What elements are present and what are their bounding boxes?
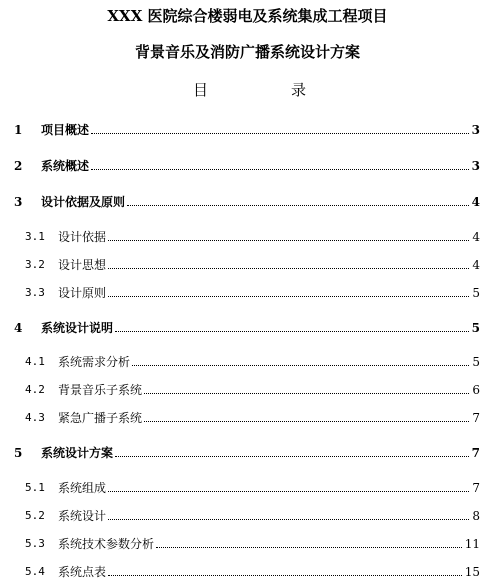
toc-entry-page: 3: [471, 159, 480, 173]
toc-entry[interactable]: [0, 506, 495, 526]
toc-entry-title: 设计依据及原则: [41, 195, 126, 209]
toc-leader-dots: [127, 205, 469, 206]
toc-entry-page: 3: [471, 123, 480, 137]
toc-entry-number: 3.3: [25, 286, 45, 299]
toc-entry-number: 4.2: [25, 383, 45, 396]
toc-entry-number: 5: [14, 446, 23, 460]
toc-entry-page: 7: [472, 481, 480, 495]
toc-entry[interactable]: [0, 156, 495, 176]
toc-heading-char-2: 录: [291, 81, 307, 99]
toc-entry-page: 11: [464, 537, 480, 551]
toc-entry-page: 5: [472, 355, 480, 369]
document-title: XXX 医院综合楼弱电及系统集成工程项目: [107, 7, 388, 25]
toc-entry[interactable]: [0, 192, 495, 212]
toc-leader-dots: [115, 456, 469, 457]
toc-leader-dots: [91, 169, 469, 170]
toc-entry-title: 系统设计说明: [41, 321, 114, 335]
toc-leader-dots: [108, 575, 462, 576]
toc-entry-number: 4.1: [25, 355, 45, 368]
toc-entry-page: 15: [464, 565, 480, 579]
toc-entry-number: 2: [14, 159, 23, 173]
toc-entry[interactable]: [0, 352, 495, 372]
toc-entry-number: 5.1: [25, 481, 45, 494]
toc-entry-title: 系统设计方案: [41, 446, 114, 460]
toc-entry[interactable]: [0, 283, 495, 303]
toc-entry[interactable]: [0, 408, 495, 428]
toc-entry[interactable]: [0, 255, 495, 275]
toc-entry-number: 4: [14, 321, 23, 335]
toc-leader-dots: [144, 393, 469, 394]
toc-leader-dots: [108, 240, 469, 241]
toc-entry-page: 8: [472, 509, 480, 523]
toc-leader-dots: [108, 491, 469, 492]
toc-entry-title: 系统需求分析: [58, 355, 131, 369]
toc-entry-number: 5.2: [25, 509, 45, 522]
toc-entry[interactable]: [0, 478, 495, 498]
toc-entry-title: 系统设计: [58, 509, 107, 523]
document-subtitle: 背景音乐及消防广播系统设计方案: [134, 43, 360, 61]
toc-entry-page: 4: [471, 195, 480, 209]
toc-entry-title: 系统概述: [41, 159, 90, 173]
toc-entry[interactable]: [0, 227, 495, 247]
toc-entry-title: 系统组成: [58, 481, 107, 495]
toc-entry[interactable]: [0, 318, 495, 338]
toc-entry[interactable]: [0, 443, 495, 463]
toc-entry-title: 系统点表: [58, 565, 107, 579]
toc-entry-title: 设计依据: [58, 230, 107, 244]
toc-entry[interactable]: [0, 120, 495, 140]
toc-entry-title: 项目概述: [41, 123, 90, 137]
toc-entry-title: 设计原则: [58, 286, 107, 300]
toc-entry-number: 4.3: [25, 411, 45, 424]
toc-entry-page: 5: [471, 321, 480, 335]
toc-leader-dots: [108, 296, 469, 297]
toc-entry-title: 系统技术参数分析: [58, 537, 155, 551]
toc-entry-number: 3: [14, 195, 23, 209]
toc-entry-number: 3.1: [25, 230, 45, 243]
toc-leader-dots: [156, 547, 462, 548]
toc-leader-dots: [132, 365, 469, 366]
toc-entry-page: 4: [472, 230, 480, 244]
toc-entry-title: 设计思想: [58, 258, 107, 272]
toc-entry-page: 5: [472, 286, 480, 300]
toc-entry-title: 背景音乐子系统: [58, 383, 143, 397]
toc-entry-number: 5.4: [25, 565, 45, 578]
toc-entry-title: 紧急广播子系统: [58, 411, 143, 425]
toc-entry-page: 4: [472, 258, 480, 272]
toc-leader-dots: [115, 331, 469, 332]
toc-entry-number: 3.2: [25, 258, 45, 271]
toc-entry-page: 6: [472, 383, 480, 397]
toc-leader-dots: [91, 133, 469, 134]
toc-entry[interactable]: [0, 380, 495, 400]
toc-entry-page: 7: [472, 411, 480, 425]
toc-entry-page: 7: [471, 446, 480, 460]
toc-entry[interactable]: [0, 534, 495, 554]
toc-leader-dots: [108, 268, 469, 269]
toc-leader-dots: [108, 519, 469, 520]
toc-heading-char-1: 目: [193, 81, 209, 99]
toc-leader-dots: [144, 421, 469, 422]
toc-entry-number: 5.3: [25, 537, 45, 550]
toc-entry[interactable]: [0, 562, 495, 582]
toc-entry-number: 1: [14, 123, 23, 137]
